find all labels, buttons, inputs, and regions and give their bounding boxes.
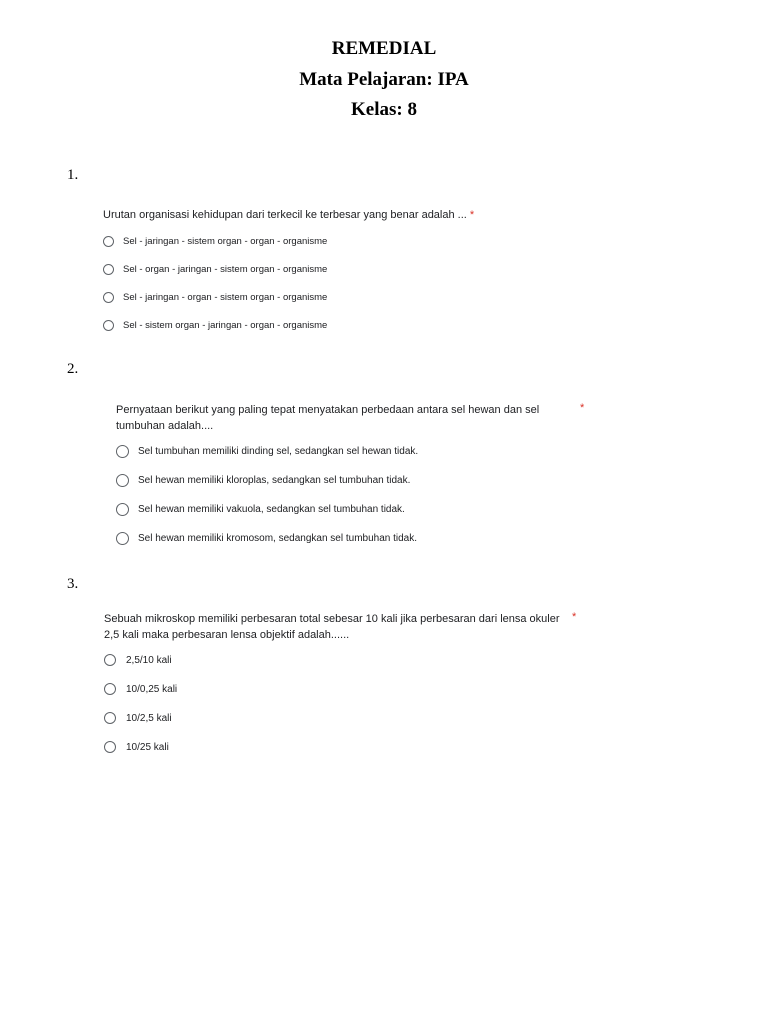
radio-button[interactable] (116, 474, 129, 487)
option-label: 10/25 kali (126, 741, 169, 753)
option-1b[interactable] (103, 264, 327, 275)
option-3c[interactable] (104, 712, 172, 724)
option-label: 2,5/10 kali (126, 654, 172, 666)
radio-button[interactable] (104, 683, 116, 695)
radio-button[interactable] (103, 236, 114, 247)
radio-button[interactable] (116, 445, 129, 458)
question-text (116, 402, 539, 434)
question-text-content: Urutan organisasi kehidupan dari terkecil ke terbesar yang benar adalah ... (103, 209, 467, 221)
option-label: Sel tumbuhan memiliki dinding sel, sedangkan sel hewan tidak. (138, 446, 419, 457)
question-number: 3. (67, 576, 79, 592)
class-heading: Kelas: 8 (351, 99, 417, 120)
question-text (103, 207, 474, 223)
question-number: 2. (67, 361, 79, 377)
radio-button[interactable] (116, 532, 129, 545)
option-2d[interactable] (116, 532, 417, 545)
option-label: Sel - jaringan - organ - sistem organ - organisme (123, 292, 328, 303)
question-text-line-1: Pernyataan berikut yang paling tepat menyatakan perbedaan antara sel hewan dan sel (116, 404, 540, 416)
radio-button[interactable] (104, 654, 116, 666)
option-3d[interactable] (104, 741, 169, 753)
question-text-line-2: tumbuhan adalah.... (116, 420, 214, 432)
radio-button[interactable] (104, 712, 116, 724)
option-label: Sel - organ - jaringan - sistem organ - organisme (123, 264, 328, 275)
option-3a[interactable] (104, 654, 172, 666)
question-text-line-1: Sebuah mikroskop memiliki perbesaran total sebesar 10 kali jika perbesaran dari lensa okuler (104, 613, 560, 625)
radio-button[interactable] (103, 320, 114, 331)
required-asterisk: * (572, 611, 577, 623)
option-label: 10/2,5 kali (126, 712, 172, 724)
option-3b[interactable] (104, 683, 177, 695)
radio-button[interactable] (104, 741, 116, 753)
question-number: 1. (67, 167, 79, 183)
subject-heading: Mata Pelajaran: IPA (299, 69, 469, 90)
option-label: Sel - jaringan - sistem organ - organ - organisme (123, 236, 328, 247)
option-1d[interactable] (103, 320, 327, 331)
option-label: 10/0,25 kali (126, 683, 178, 695)
required-asterisk: * (580, 402, 585, 414)
document-title: REMEDIAL (331, 38, 437, 59)
option-1c[interactable] (103, 292, 327, 303)
required-asterisk: * (469, 209, 475, 221)
question-text-line-2: 2,5 kali maka perbesaran lensa objektif adalah...... (104, 629, 350, 641)
option-label: Sel hewan memiliki kromosom, sedangkan sel tumbuhan tidak. (138, 533, 418, 544)
radio-button[interactable] (116, 503, 129, 516)
option-2a[interactable] (116, 445, 418, 458)
option-2c[interactable] (116, 503, 405, 516)
radio-button[interactable] (103, 264, 114, 275)
option-2b[interactable] (116, 474, 410, 487)
question-text (104, 611, 560, 643)
option-label: Sel hewan memiliki vakuola, sedangkan sel tumbuhan tidak. (138, 504, 405, 515)
radio-button[interactable] (103, 292, 114, 303)
option-1a[interactable] (103, 236, 327, 247)
option-label: Sel - sistem organ - jaringan - organ - organisme (123, 320, 328, 331)
option-label: Sel hewan memiliki kloroplas, sedangkan sel tumbuhan tidak. (138, 475, 411, 486)
